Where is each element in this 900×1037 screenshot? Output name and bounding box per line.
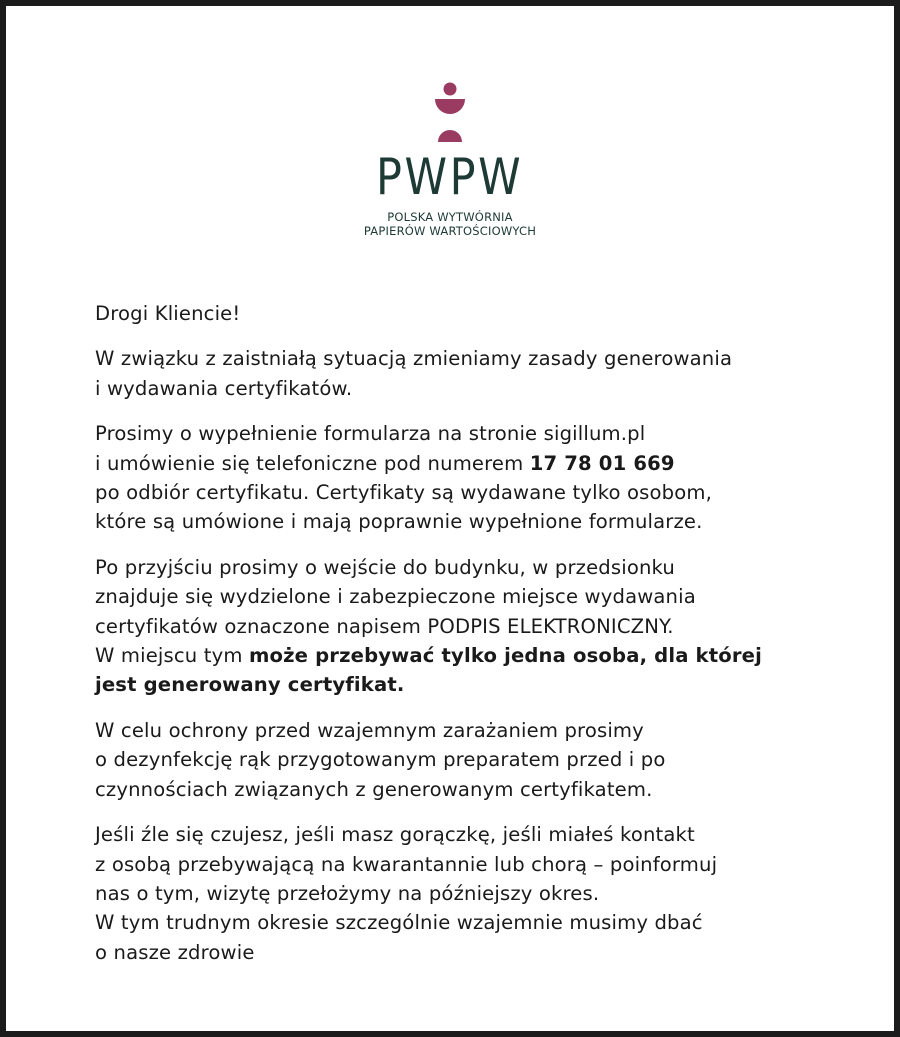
paragraph-line: Po przyjściu prosimy o wejście do budynku, w przedsionku: [95, 555, 676, 579]
greeting-text: Drogi Kliencie!: [95, 302, 241, 325]
paragraph-line: Prosimy o wypełnienie formularza na stronie sigillum.pl: [95, 422, 646, 446]
logo-wordmark: PWPW: [376, 148, 524, 206]
pwpw-emblem-icon: [433, 80, 467, 146]
phone-number: 17 78 01 669: [529, 451, 675, 475]
phone-intro-text: i umówienie się telefoniczne pod numerem: [95, 451, 530, 475]
paragraph-line: po odbiór certyfikatu. Certyfikaty są wydawane tylko osobom,: [95, 481, 712, 505]
paragraph-line: które są umówione i mają poprawnie wypełnione formularze.: [95, 510, 703, 534]
pwpw-logo: [6, 80, 894, 238]
paragraph-health: [95, 820, 835, 967]
paragraph-line: [95, 641, 835, 670]
logo-tagline: [364, 210, 536, 238]
paragraph-disinfection: [95, 716, 835, 804]
paragraph-line: czynnościach związanych z generowanym certyfikatem.: [95, 777, 653, 801]
paragraph-line: W związku z zaistniałą sytuacją zmieniamy zasady generowania: [95, 347, 733, 371]
restriction-intro-text: W miejscu tym: [95, 644, 249, 668]
paragraph-line: certyfikatów oznaczone napisem PODPIS ELEKTRONICZNY.: [95, 614, 674, 638]
tagline-line-2: PAPIERÓW WARTOŚCIOWYCH: [363, 224, 537, 238]
paragraph-line: W celu ochrony przed wzajemnym zarażaniem prosimy: [95, 718, 644, 742]
paragraph-appointment: [95, 419, 835, 537]
greeting: [95, 299, 835, 328]
paragraph-line: [95, 449, 835, 478]
paragraph-rules-change: [95, 344, 835, 403]
paragraph-line: znajduje się wydzielone i zabezpieczone miejsce wydawania: [95, 585, 696, 609]
paragraph-line: nas o tym, wizytę przełożymy na późniejszy okres.: [95, 881, 600, 905]
restriction-bold-text: może przebywać tylko jedna osoba, dla której: [248, 644, 762, 668]
paragraph-line: i wydawania certyfikatów.: [95, 376, 353, 400]
restriction-bold-text: jest generowany certyfikat.: [95, 673, 405, 697]
tagline-line-1: POLSKA WYTWÓRNIA: [387, 210, 513, 224]
paragraph-arrival: [95, 553, 835, 700]
paragraph-line: o nasze zdrowie: [95, 940, 255, 964]
paragraph-line: Jeśli źle się czujesz, jeśli masz gorączkę, jeśli miałeś kontakt: [95, 823, 695, 847]
paragraph-line: z osobą przebywającą na kwarantannie lub chorą – poinformuj: [95, 852, 718, 876]
paragraph-line: [95, 670, 835, 699]
letter-body: [95, 299, 835, 983]
paragraph-line: W tym trudnym okresie szczególnie wzajemnie musimy dbać: [95, 911, 703, 935]
paragraph-line: o dezynfekcję rąk przygotowanym preparatem przed i po: [95, 748, 666, 772]
